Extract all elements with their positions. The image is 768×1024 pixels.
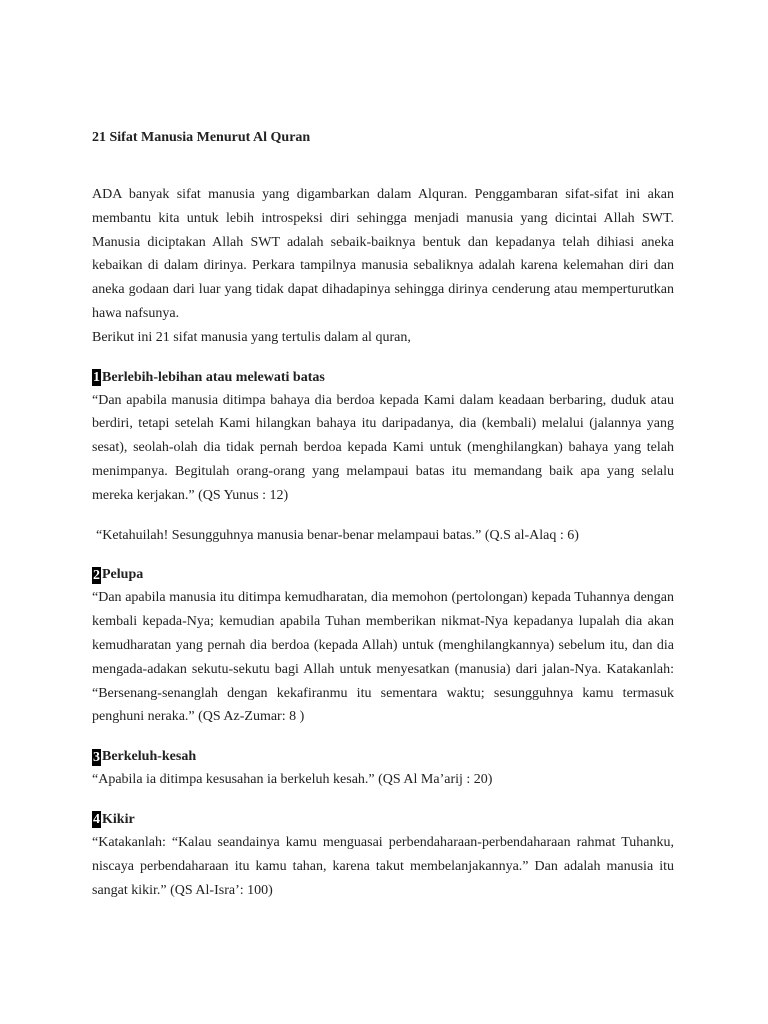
section-heading-text: Kikir — [102, 811, 135, 827]
section-text: “Dan apabila manusia ditimpa bahaya dia berdoa kepada Kami dalam keadaan berbaring, duduk atau berdiri, tetapi setelah Kami hilangkan bahaya itu daripadanya, dia (kembali) melalui (jalannya yang sesat), seolah-olah dia tidak pernah berdoa kepada Kami untuk (menghilangkan) bahaya yang telah menimpanya. Begitulah orang-orang yang melampaui batas itu memandang baik apa yang selalu mereka kerjakan.” (QS Yunus : 12) — [92, 392, 674, 503]
section-1 — [92, 368, 674, 548]
section-extra-quote: “Ketahuilah! Sesungguhnya manusia benar-benar melampaui batas.” (Q.S al-Alaq : 6) — [96, 527, 579, 543]
document-page — [92, 128, 674, 902]
section-heading-text: Berkeluh-kesah — [102, 749, 197, 765]
section-text: “Dan apabila manusia itu ditimpa kemudharatan, dia memohon (pertolongan) kepada Tuhannya dengan kembali kepada-Nya; kemudian apabila Tuhan memberikan nikmat-Nya kepadanya lupalah dia akan kemudharatan yang pernah dia berdoa (kepada Allah) untuk (menghilangkannya) sebelum itu, dan dia mengada-adakan sekutu-sekutu bagi Allah untuk menyesatkan (manusia) dari jalan-Nya. Katakanlah: “Bersenang-senanglah dengan kekafiranmu itu sementara waktu; sesungguhnya kamu termasuk penghuni neraka.” (QS Az-Zumar: 8 ) — [92, 590, 674, 725]
section-text: “Katakanlah: “Kalau seandainya kamu menguasai perbendaharaan-perbendaharaan rahmat Tuhanku, niscaya perbendaharaan itu kamu tahan, karena takut membelanjakannya.” Dan adalah manusia itu sangat kikir.” (QS Al-Isra’: 100) — [92, 834, 674, 898]
section-text: “Apabila ia ditimpa kesusahan ia berkeluh kesah.” (QS Al Ma’arij : 20) — [92, 772, 493, 788]
section-2 — [92, 565, 674, 729]
section-heading — [92, 368, 674, 388]
intro-block — [92, 183, 674, 350]
section-heading — [92, 810, 674, 830]
section-number: 3 — [93, 749, 100, 765]
intro-line: Berikut ini 21 sifat manusia yang tertulis dalam al quran, — [92, 329, 411, 345]
intro-paragraph: ADA banyak sifat manusia yang digambarkan dalam Alquran. Penggambaran sifat-sifat ini akan membantu kita untuk lebih introspeksi diri sehingga menjadi manusia yang dicintai Allah SWT. Manusia diciptakan Allah SWT adalah sebaik-baiknya bentuk dan kepadanya telah dihiasi aneka kebaikan di dalam dirinya. Perkara tampilnya manusia sebaliknya adalah karena kelemahan diri dan aneka godaan dari luar yang tidak dapat dihadapinya sehingga dirinya cenderung atau memperturutkan hawa nafsunya. — [92, 187, 674, 321]
document-title: 21 Sifat Manusia Menurut Al Quran — [92, 130, 311, 145]
section-number: 2 — [93, 567, 100, 583]
section-heading — [92, 747, 674, 767]
section-number: 1 — [93, 370, 100, 386]
section-heading — [92, 565, 674, 585]
section-number: 4 — [93, 812, 100, 828]
section-heading-text: Berlebih-lebihan atau melewati batas — [102, 369, 325, 385]
section-3 — [92, 747, 674, 792]
section-heading-text: Pelupa — [102, 567, 144, 583]
section-4 — [92, 810, 674, 902]
